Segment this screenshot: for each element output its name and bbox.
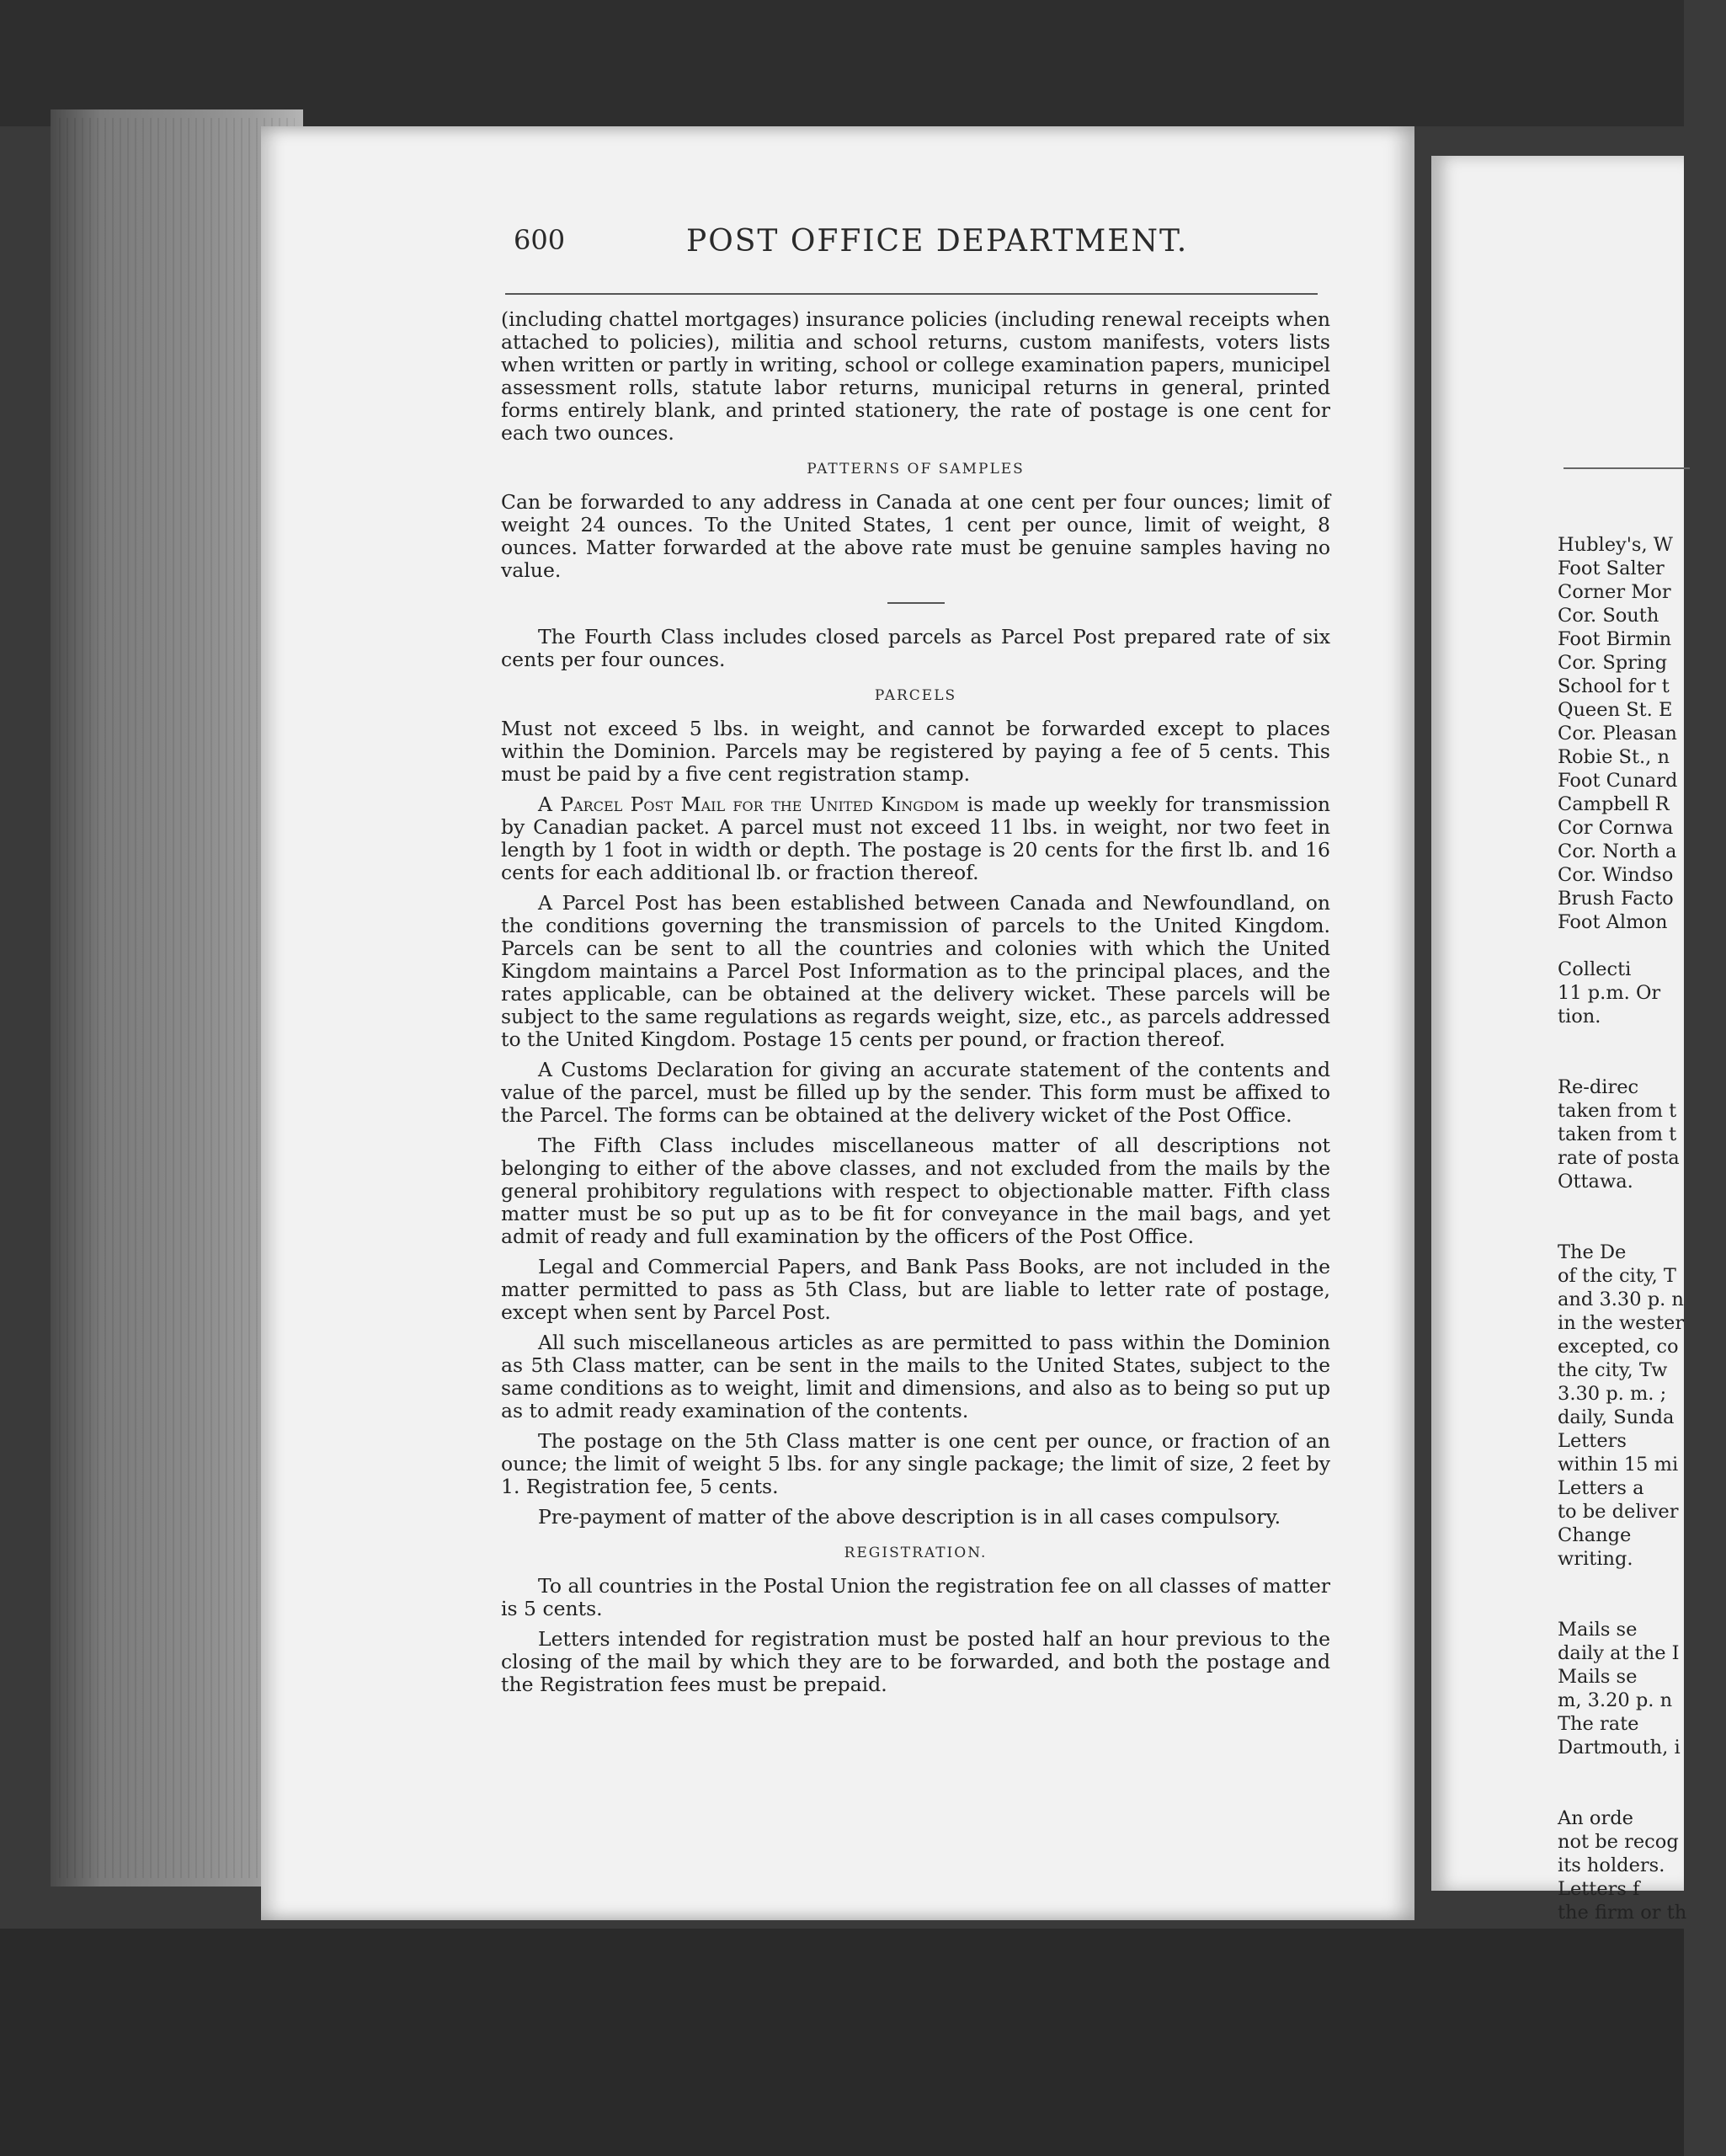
header-rule [505, 293, 1318, 295]
right-page-line [1558, 1028, 1726, 1052]
right-page-line: Campbell R [1558, 793, 1670, 815]
right-page-line: m, 3.20 p. n [1558, 1689, 1673, 1711]
page-number: 600 [514, 224, 566, 256]
right-page-line: Mails se [1558, 1666, 1638, 1688]
right-page-line: The De [1558, 1241, 1627, 1263]
right-page-line: rate of posta [1558, 1147, 1680, 1169]
right-page-line: excepted, co [1558, 1336, 1679, 1358]
right-page-line: Letters f [1558, 1878, 1640, 1900]
right-page-line: the city, Tw [1558, 1359, 1668, 1381]
paragraph-misc-articles: All such miscellaneous articles as are permitted to pass within the Dominion as 5th Class matter, can be sent in the mails to the United States, subject to the same conditions as to weight, limit and dimensions, and also as to being so put up as to admit ready examination of the contents. [501, 1331, 1330, 1422]
right-page-line: and 3.30 p. n [1558, 1289, 1684, 1310]
paragraph-fifth-class: The Fifth Class includes miscellaneous matter of all descriptions not belonging to either of the above classes, and not excluded from the mails by the general prohibitory regulations with respect to objectionable matter. Fifth class matter must be so put up as to be fit for conveyance in the mail bags, and yet admit of ready and full examination by the officers of the Post Office. [501, 1134, 1330, 1248]
right-page-line [1558, 1193, 1726, 1217]
running-head: POST OFFICE DEPARTMENT. [686, 224, 1189, 259]
right-page-line [1558, 934, 1726, 958]
book-page-edges-texture [59, 118, 295, 1878]
right-page-line: Robie St., n [1558, 746, 1670, 768]
right-page-line: daily, Sunda [1558, 1406, 1675, 1428]
right-page-line: within 15 mi [1558, 1454, 1679, 1476]
right-page-line: Queen St. E [1558, 699, 1673, 721]
right-page-line: taken from t [1558, 1123, 1677, 1145]
right-page-line: Mails se [1558, 1619, 1638, 1641]
right-page [1431, 156, 1687, 1924]
right-page-line: Ottawa. [1558, 1171, 1633, 1193]
right-page-line: to be deliver [1558, 1501, 1679, 1523]
paragraph-fourth-class: The Fourth Class includes closed parcels as Parcel Post prepared rate of six cents per four ounces. [501, 625, 1330, 671]
right-page-line: tion. [1558, 1006, 1601, 1027]
paragraph-prepayment: Pre-payment of matter of the above description is in all cases compulsory. [538, 1505, 1281, 1529]
right-page-line [1558, 1594, 1726, 1618]
heading-registration: REGISTRATION. [844, 1545, 988, 1561]
right-page-line: Re-direc [1558, 1076, 1639, 1098]
paragraph-samples: Can be forwarded to any address in Canada at one cent per four ounces; limit of weight 24 ounces. To the United States, 1 cent per ounce, limit of weight, 8 ounces. Matter forwarded at the above rate must be genuine samples having no value. [501, 490, 1330, 582]
section-divider [887, 602, 945, 604]
paragraph-newfoundland: A Parcel Post has been established between Canada and Newfoundland, on the conditions governing the transmission of parcels to the United Kingdom. Parcels can be sent to all the countries and colonies with which the United Kingdom maintains a Parcel Post Information as to the principal places, and the rates applicable, can be obtained at the delivery wicket. These parcels will be subject to the same regulations as regards weight, size, etc., as parcels addressed to the United Kingdom. Postage 15 cents per pound, or fraction thereof. [501, 891, 1330, 1051]
uk-parcel-post-text: is made up weekly for transmission by Canadian packet. A parcel must not exceed 11 lbs. in weight, nor two feet in length by 1 foot in width or depth. The postage is 20 cents for the first lb. and 16 cents for each additional lb. or fraction thereof. [501, 792, 1330, 884]
right-page-line: Cor. Spring [1558, 652, 1668, 674]
dark-background-bottom [0, 1929, 1684, 2156]
right-page-line [1558, 1783, 1726, 1806]
right-page-line: 11 p.m. Or [1558, 982, 1661, 1004]
paragraph-parcels: Must not exceed 5 lbs. in weight, and cannot be forwarded except to places within the Dominion. Parcels may be registered by paying a fee of 5 cents. This must be paid by a five cent registration stamp. [501, 717, 1330, 786]
right-page-line: the firm or th [1558, 1902, 1687, 1924]
paragraph-intro: (including chattel mortgages) insurance policies (including renewal receipts when attached to policies), militia and school returns, custom manifests, voters lists when written or partly in writing, school or college examination papers, municipel assessment rolls, statute labor returns, municipal returns in general, printed forms entirely blank, and printed stationery, the rate of postage is one cent for each two ounces. [501, 307, 1330, 445]
right-page-line: in the wester [1558, 1312, 1685, 1334]
page-header [514, 221, 1322, 275]
paragraph-registration-letters: Letters intended for registration must be posted half an hour previous to the closing of the mail by which they are to be forwarded, and both the postage and the Registration fees must be prepaid. [501, 1627, 1330, 1696]
right-page-line: of the city, T [1558, 1265, 1676, 1287]
right-page-line: Cor. Windso [1558, 864, 1674, 886]
right-page-line: taken from t [1558, 1100, 1677, 1122]
paragraph-registration-fee: To all countries in the Postal Union the registration fee on all classes of matter is 5 cents. [501, 1574, 1330, 1620]
right-page-line: Corner Mor [1558, 581, 1671, 603]
page-body [501, 308, 1330, 1704]
right-page-line: Cor Cornwa [1558, 817, 1674, 839]
right-page-line: Brush Facto [1558, 888, 1674, 910]
right-page-line: writing. [1558, 1548, 1633, 1570]
right-page-line [1558, 1571, 1726, 1594]
right-page-line [1558, 1052, 1726, 1075]
right-page-header-rule [1564, 467, 1690, 469]
uk-parcel-post-lead: A Parcel Post Mail for the United Kingdom [538, 792, 960, 816]
dark-background-top [0, 0, 1684, 126]
paragraph-legal-papers: Legal and Commercial Papers, and Bank Pass Books, are not included in the matter permitted to pass as 5th Class, but are liable to letter rate of postage, except when sent by Parcel Post. [501, 1255, 1330, 1324]
right-page-line: Cor. North a [1558, 841, 1677, 862]
heading-parcels: PARCELS [874, 687, 957, 704]
right-page-line [1558, 1759, 1726, 1783]
right-page-line: Foot Cunard [1558, 770, 1678, 792]
right-page-line: Letters a [1558, 1477, 1644, 1499]
right-page-line: Change [1558, 1524, 1632, 1546]
right-page-line: Foot Almon [1558, 911, 1668, 933]
right-page-line: not be recog [1558, 1831, 1679, 1853]
heading-patterns-of-samples: PATTERNS OF SAMPLES [807, 461, 1025, 478]
right-page-line: Cor. South [1558, 605, 1659, 627]
right-page-line: An orde [1558, 1807, 1633, 1829]
right-page-line: School for t [1558, 675, 1670, 697]
right-page-line: 3.30 p. m. ; [1558, 1383, 1667, 1405]
right-page-line: Collecti [1558, 958, 1632, 980]
right-page-line: Foot Salter [1558, 558, 1665, 579]
right-page-line: daily at the I [1558, 1642, 1680, 1664]
right-page-text [1558, 533, 1726, 1924]
right-page-line [1558, 1217, 1726, 1241]
right-page-line: Letters [1558, 1430, 1627, 1452]
paragraph-uk-parcel-post [501, 793, 1330, 884]
right-page-line: its holders. [1558, 1854, 1665, 1876]
paragraph-customs: A Customs Declaration for giving an accurate statement of the contents and value of the parcel, must be filled up by the sender. This form must be affixed to the Parcel. The forms can be obtained at the delivery wicket of the Post Office. [501, 1058, 1330, 1127]
right-page-line: Dartmouth, i [1558, 1737, 1681, 1758]
right-page-line: The rate [1558, 1713, 1639, 1735]
paragraph-fifth-class-postage: The postage on the 5th Class matter is one cent per ounce, or fraction of an ounce; the limit of weight 5 lbs. for any single package; the limit of size, 2 feet by 1. Registration fee, 5 cents. [501, 1429, 1330, 1498]
right-page-line: Foot Birmin [1558, 628, 1672, 650]
right-page-line: Hubley's, W [1558, 534, 1673, 556]
right-page-line: Cor. Pleasan [1558, 723, 1677, 744]
